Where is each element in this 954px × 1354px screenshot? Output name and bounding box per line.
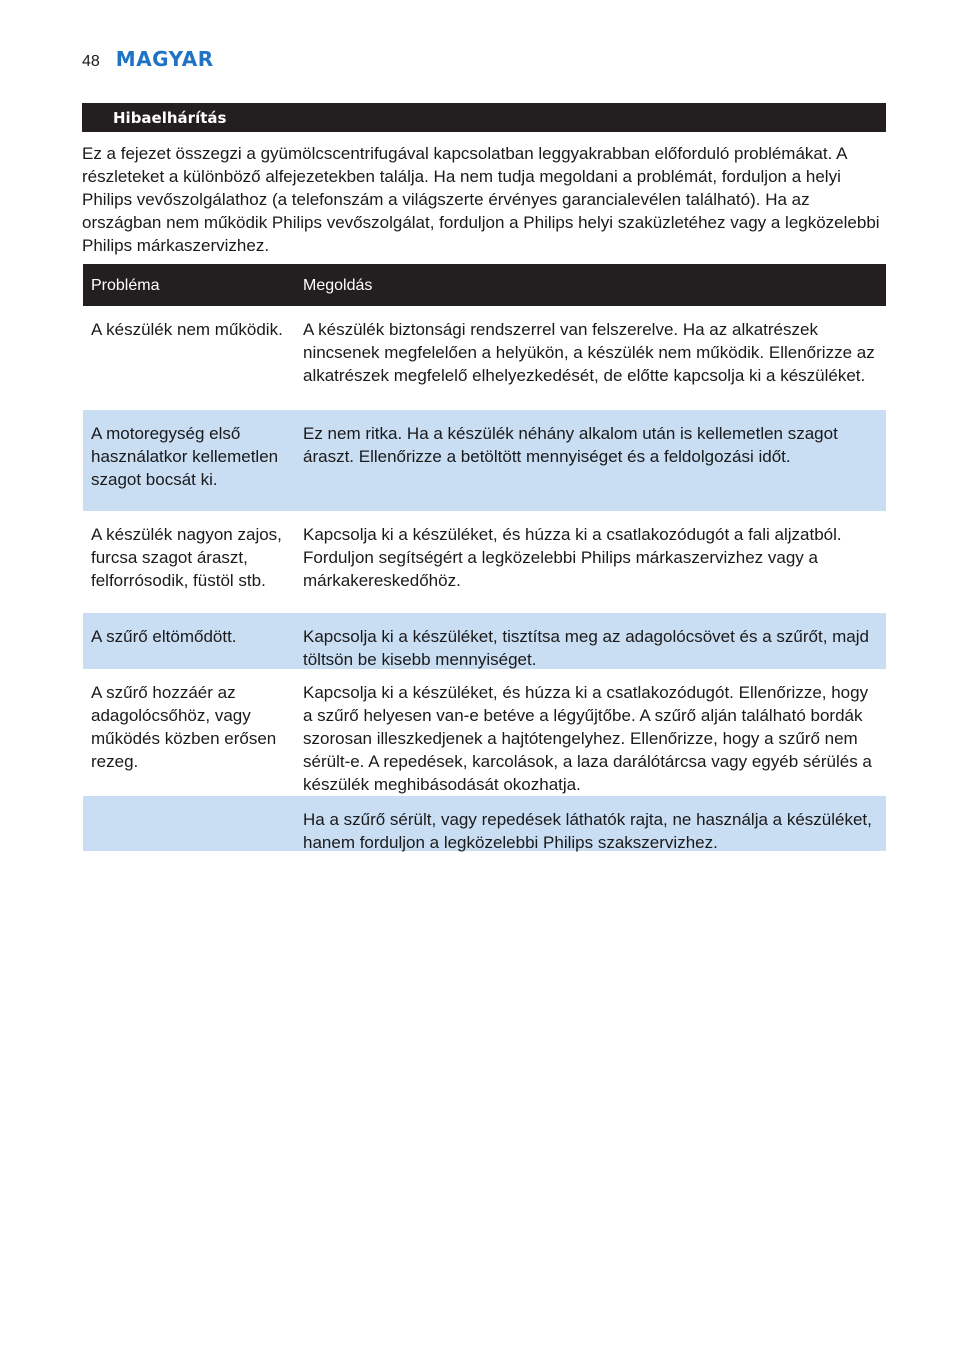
troubleshooting-table <box>83 264 886 851</box>
problem-cell: A szűrő eltömődött. <box>91 627 237 646</box>
problem-cell: A készülék nagyon zajos, furcsa szagot áraszt, felforrósodik, füstöl stb. <box>91 525 282 590</box>
solution-cell: Kapcsolja ki a készüléket, és húzza ki a csatlakozódugót a fali aljzatból. Forduljon segítségért a legközelebbi Philips márkaszervizhez vagy a márkakereskedőhöz. <box>303 525 842 590</box>
solution-cell: Kapcsolja ki a készüléket, tisztítsa meg az adagolócsövet és a szűrőt, majd töltsön be kisebb mennyiséget. <box>303 627 869 669</box>
solution-cell: Kapcsolja ki a készüléket, és húzza ki a csatlakozódugót. Ellenőrizze, hogy a szűrő helyesen van-e betéve a légyűjtőbe. A szűrő alján található bordák szorosan illeszkedjenek a hajtótengelyhez. Ellenőrizze, hogy a szűrő nem sérült-e. A repedések, karcolások, a laza darálótárcsa vagy egyéb sérülés a készülék meghibásodását okozhatja. <box>303 683 872 794</box>
table-row <box>83 511 886 613</box>
section-title-bar <box>82 103 886 132</box>
table-row <box>83 796 886 851</box>
language-heading: MAGYAR <box>115 47 214 71</box>
table-row <box>83 613 886 669</box>
page-header <box>82 47 214 71</box>
problem-cell: A motoregység első használatkor kellemetlen szagot bocsát ki. <box>91 424 279 489</box>
header-problem: Probléma <box>91 276 160 294</box>
solution-cell: Ha a szűrő sérült, vagy repedések láthatók rajta, ne használja a készüléket, hanem forduljon a legközelebbi Philips szakszervizhez. <box>303 810 872 852</box>
table-row <box>83 306 886 410</box>
table-header <box>83 264 886 306</box>
problem-cell: A készülék nem működik. <box>91 320 283 339</box>
header-solution: Megoldás <box>303 276 373 294</box>
problem-cell <box>83 808 295 845</box>
table-row <box>83 669 886 796</box>
table-row <box>83 410 886 511</box>
page-number: 48 <box>82 53 100 70</box>
intro-paragraph: Ez a fejezet összegzi a gyümölcscentrifugával kapcsolatban leggyakrabban előforduló problémákat. A részleteket a különböző alfejezetekben találja. Ha nem tudja megoldani a problémát, forduljon a helyi Philips vevőszolgálathoz (a telefonszám a világszerte érvényes garancialevélen található). Ha az országban nem működik Philips vevőszolgálat, forduljon a Philips helyi szaküzletéhez vagy a legközelebbi Philips márkaszervizhez. <box>82 144 880 255</box>
solution-cell: A készülék biztonsági rendszerrel van felszerelve. Ha az alkatrészek nincsenek megfelelően a helyükön, a készülék nem működik. Ellenőrizze az alkatrészek megfelelő elhelyezkedését, de előtte kapcsolja ki a készüléket. <box>303 320 875 385</box>
problem-cell: A szűrő hozzáér az adagolócsőhöz, vagy működés közben erősen rezeg. <box>91 683 277 771</box>
solution-cell: Ez nem ritka. Ha a készülék néhány alkalom után is kellemetlen szagot áraszt. Ellenőrizze a betöltött mennyiséget és a feldolgozási időt. <box>303 424 838 466</box>
section-title: Hibaelhárítás <box>113 109 227 127</box>
